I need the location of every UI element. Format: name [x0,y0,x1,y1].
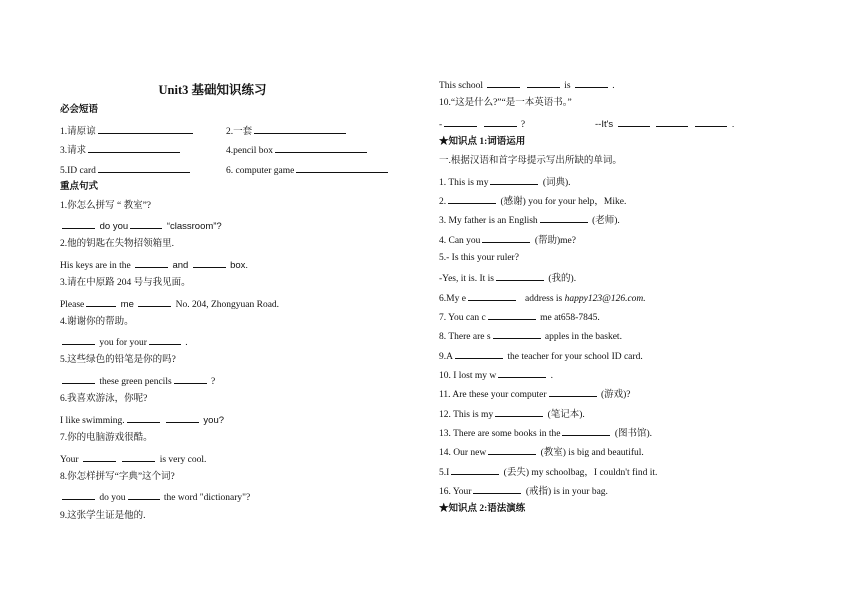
answer-blank[interactable] [86,297,116,307]
question-chinese: 9.这张学生证是他的. [60,511,146,521]
answer-blank[interactable] [254,124,346,134]
answer-blank[interactable] [135,258,168,268]
answer-blank[interactable] [490,175,538,185]
section-knowledge-2-heading: ★知识点 2:语法演练 [439,504,526,514]
answer-blank[interactable] [166,413,199,423]
word-question: 2. (感谢) you for your help，Mike. [439,194,626,209]
answer-blank[interactable] [495,407,543,417]
answer-blank[interactable] [88,143,180,153]
answer-blank[interactable] [130,219,162,229]
answer-blank[interactable] [444,117,477,127]
question-chinese: 7.你的电脑游戏很酷。 [60,433,153,443]
answer-blank[interactable] [482,233,530,243]
word-question: 13. There are some books in the (图书馆). [439,426,652,441]
answer-blank[interactable] [127,413,160,423]
question-english: Please me No. 204, Zhongyuan Road. [60,299,280,310]
word-question: 9.A the teacher for your school ID card. [439,349,643,364]
answer-blank[interactable] [138,297,171,307]
answer-blank[interactable] [149,335,181,345]
question-english: His keys are in the and box. [60,260,249,271]
word-question: 3. My father is an English (老师). [439,213,620,228]
question-chinese: 4.谢谢你的帮助。 [60,317,134,327]
question-english: - ? [439,117,525,132]
answer-blank[interactable] [193,258,226,268]
question-english: do you the word "dictionary"? [60,490,250,505]
word-question: 10. I lost my w . [439,368,553,383]
word-question: 7. You can c me at658-7845. [439,310,600,325]
page-title: Unit3 基础知识练习 [158,83,267,97]
answer-blank[interactable] [575,78,608,88]
phrase-item: 6. computer game [226,163,390,178]
phrase-item: 2.一套 [226,124,348,139]
answer-blank[interactable] [487,78,520,88]
answer-blank[interactable] [62,374,95,384]
word-question: 14. Our new (教室) is big and beautiful. [439,445,644,460]
word-question: 8. There are s apples in the basket. [439,329,622,344]
question-chinese: 1.你怎么拼写 “ 教室”? [60,201,152,211]
phrase-item: 3.请求 [60,143,182,158]
answer-blank[interactable] [498,368,546,378]
answer-blank[interactable] [455,349,503,359]
word-question: 12. This is my (笔记本). [439,407,585,422]
answer-blank[interactable] [98,163,190,173]
answer-blank[interactable] [62,490,95,500]
word-question: 5.- Is this your ruler? [439,253,519,263]
word-question: 6.My e address is happy123@126.com. [439,291,646,306]
question-chinese: 8.你怎样拼写“字典”这个词? [60,472,175,482]
answer-blank[interactable] [128,490,160,500]
question-english: --It's . [595,119,735,130]
word-question: 11. Are these your computer (游戏)? [439,387,630,402]
section-knowledge-1-heading: ★知识点 1:词语运用 [439,137,526,147]
answer-blank[interactable] [468,291,516,301]
word-question: 4. Can you (帮助)me? [439,233,576,248]
answer-blank[interactable] [540,213,588,223]
section-sentences-heading: 重点句式 [60,182,99,192]
section-phrases-heading: 必会短语 [60,105,99,115]
answer-blank[interactable] [62,335,95,345]
answer-blank[interactable] [549,387,597,397]
answer-blank[interactable] [83,452,116,462]
question-english: you for your . [60,335,188,350]
section-instructions: 一.根据汉语和首字母提示写出所缺的单词。 [439,156,622,166]
question-english: these green pencils ? [60,374,215,389]
question-english: I like swimming. you? [60,415,225,426]
answer-blank[interactable] [493,329,541,339]
answer-blank[interactable] [122,452,155,462]
answer-blank[interactable] [527,78,560,88]
answer-blank[interactable] [695,117,727,127]
question-english: This school is . [439,78,615,93]
word-question: 16. Your (戒指) is in your bag. [439,484,608,499]
word-question: -Yes, it is. It is (我的). [439,271,576,286]
question-english: do you “classroom”? [60,219,222,233]
phrase-item: 1.请原谅 [60,124,195,139]
word-question: 5.I (丢失) my schoolbag，I couldn't find it. [439,465,657,480]
phrase-item: 5.ID card [60,163,192,178]
answer-blank[interactable] [296,163,388,173]
answer-blank[interactable] [174,374,207,384]
answer-blank[interactable] [451,465,499,475]
phrase-item: 4.pencil box [226,143,369,158]
word-question: 1. This is my (词典). [439,175,571,190]
answer-blank[interactable] [562,426,610,436]
question-chinese: 10.“这是什么?”“是一本英语书。” [439,98,572,108]
answer-blank[interactable] [448,194,496,204]
answer-blank[interactable] [62,219,95,229]
question-chinese: 5.这些绿色的铅笔是你的吗? [60,355,176,365]
question-chinese: 3.请在中原路 204 号与我见面。 [60,278,191,288]
answer-blank[interactable] [473,484,521,494]
question-chinese: 6.我喜欢游泳，你呢? [60,394,148,404]
answer-blank[interactable] [488,445,536,455]
answer-blank[interactable] [618,117,650,127]
question-english: Your is very cool. [60,452,206,467]
answer-blank[interactable] [484,117,517,127]
answer-blank[interactable] [656,117,688,127]
answer-blank[interactable] [488,310,536,320]
question-chinese: 2.他的钥匙在失物招领箱里. [60,239,175,249]
answer-blank[interactable] [496,271,544,281]
answer-blank[interactable] [275,143,367,153]
answer-blank[interactable] [98,124,193,134]
